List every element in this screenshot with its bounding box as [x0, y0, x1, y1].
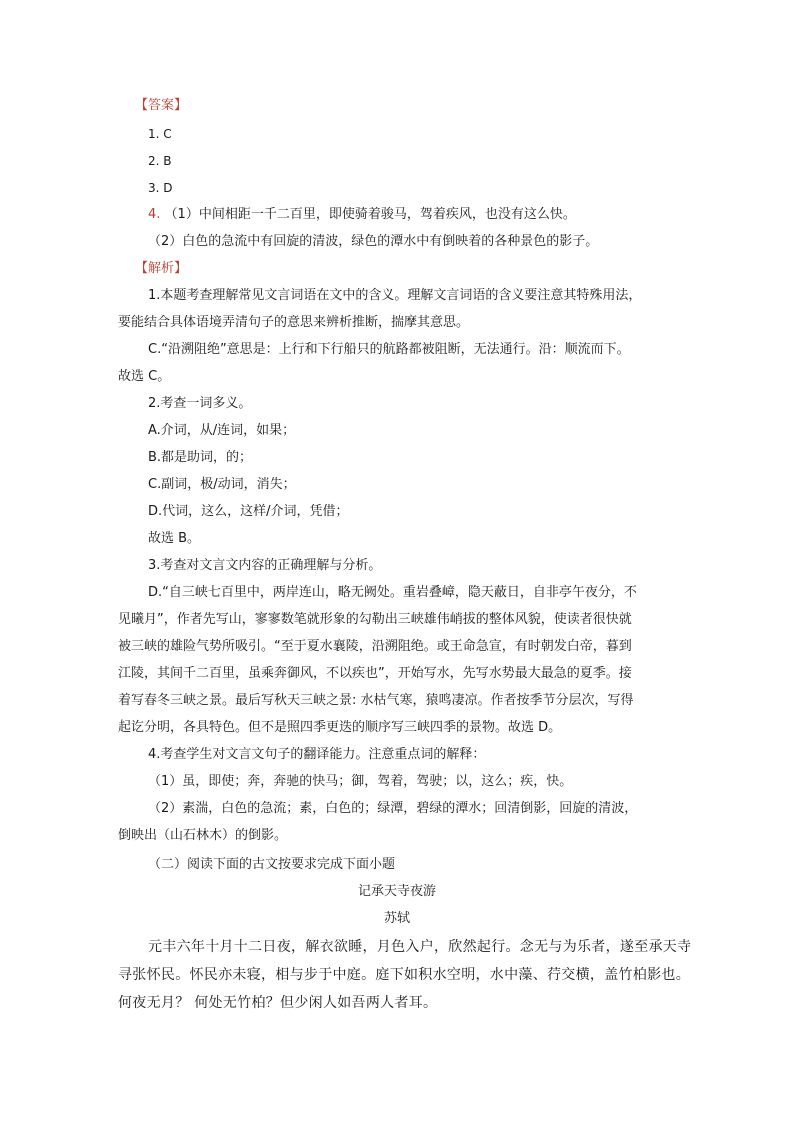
passage-line-2: 寻张怀民。怀民亦未寝，相与步于中庭。庭下如积水空明，水中藻、荇交横，盖竹柏影也。 — [118, 967, 690, 983]
q2-line-1: 2.考查一词多义。 — [148, 396, 252, 411]
section-2-intro: （二）阅读下面的古文按要求完成下面小题 — [148, 857, 396, 872]
passage-line-1: 元丰六年十月十二日夜，解衣欲睡，月色入户，欣然起行。念无与为乐者，遂至承天寺 — [148, 939, 692, 955]
q3-line-3: 见曦月”，作者先写山，寥寥数笔就形象的勾勒出三峡雄伟峭拔的整体风貌，使读者很快就 — [118, 612, 632, 627]
q3-line-7: 起讫分明，各具特色。但不是照四季更迭的顺序写三峡四季的景物。故选 D。 — [118, 720, 562, 735]
answer-heading: 【答案】 — [135, 98, 188, 113]
q1-line-1: 1.本题考查理解常见文言词语在文中的含义。理解文言词语的含义要注意其特殊用法， — [148, 288, 642, 303]
q4-line-3: （2）素湍，白色的急流；素，白色的；绿潭，碧绿的潭水；回清倒影，回旋的清波， — [148, 801, 638, 816]
q4-line-2: （1）虽，即使；奔，奔驰的快马；御，驾着，驾驶；以，这么；疾，快。 — [148, 774, 573, 789]
q4-line-1: 4.考查学生对文言文句子的翻译能力。注意重点词的解释： — [148, 747, 486, 762]
q3-line-6: 着写春冬三峡之景。最后写秋天三峡之景: 水枯气寒，猿鸣凄凉。作者按季节分层次，写得 — [118, 693, 634, 708]
q3-line-1: 3.考查对文言文内容的正确理解与分析。 — [148, 558, 382, 573]
q1-line-3: C.“沿溯阻绝”意思是：上行和下行船只的航路都被阻断，无法通行。沿：顺流而下。 — [148, 342, 630, 357]
poem-author: 苏轼 — [383, 911, 410, 926]
answer-4-number: 4. — [148, 207, 161, 222]
q2-option-a: A.介词，从/连词，如果； — [148, 423, 296, 438]
q4-line-4: 倒映出（山石林木）的倒影。 — [118, 828, 288, 843]
q3-line-4: 被三峡的雄险气势所吸引。“至于夏水襄陵，沿溯阻绝。或王命急宣，有时朝发白帝，暮到 — [118, 639, 632, 654]
answer-4-line-2: （2）白色的急流中有回旋的清波，绿色的潭水中有倒映着的各种景色的影子。 — [148, 234, 599, 249]
answer-4-text-1: （1）中间相距一千二百里，即使骑着骏马，驾着疾风，也没有这么快。 — [164, 207, 576, 222]
q2-selection: 故选 B。 — [148, 531, 201, 546]
q2-option-d: D.代词，这么，这样/介词，凭借； — [148, 504, 349, 519]
q1-line-4: 故选 C。 — [118, 369, 171, 384]
analysis-heading: 【解析】 — [135, 261, 188, 276]
answer-3: 3. D — [148, 181, 173, 195]
poem-title: 记承天寺夜游 — [357, 884, 436, 899]
answer-1: 1. C — [148, 127, 172, 141]
q2-option-c: C.副词，极/动词，消失； — [148, 477, 296, 492]
answer-2: 2. B — [148, 154, 172, 168]
q2-option-b: B.都是助词，的； — [148, 450, 253, 465]
q1-line-2: 要能结合具体语境弄清句子的意思来辨析推断，揣摩其意思。 — [118, 315, 470, 330]
q3-line-2: D.“自三峡七百里中，两岸连山，略无阙处。重岩叠嶂，隐天蔽日，自非亭午夜分，不 — [148, 585, 637, 600]
answer-4-line-1 — [148, 206, 718, 224]
passage-line-3: 何夜无月？ 何处无竹柏？但少闲人如吾两人者耳。 — [118, 995, 438, 1011]
q3-line-5: 江陵，其间千二百里，虽乘奔御风，不以疾也”，开始写水，先写水势最大最急的夏季。接 — [118, 666, 632, 681]
